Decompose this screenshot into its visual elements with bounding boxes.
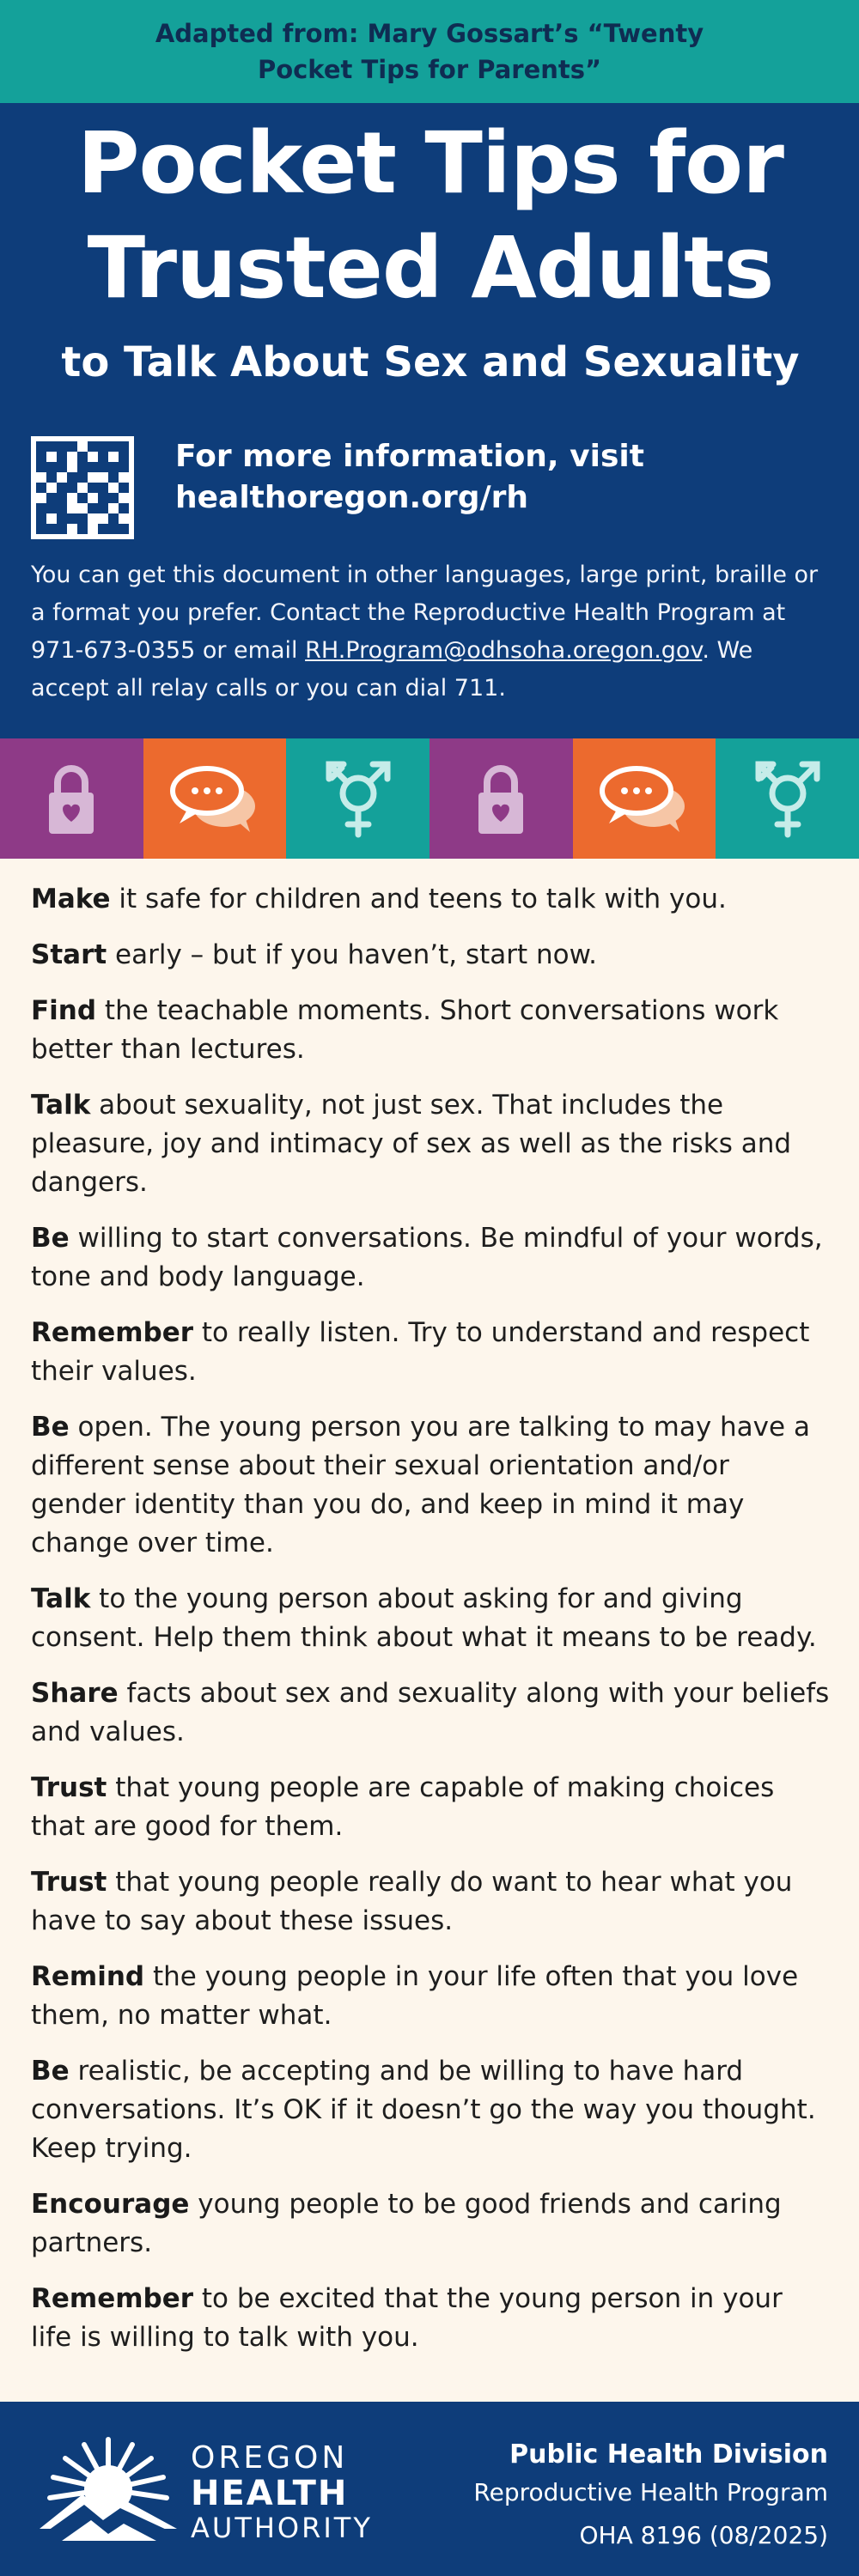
title-line-2: Trusted Adults bbox=[87, 219, 774, 318]
more-info-text: For more information, visit bbox=[175, 439, 644, 474]
accessibility-statement bbox=[31, 556, 830, 708]
lock-heart-tile bbox=[0, 738, 143, 859]
qr-module bbox=[67, 524, 77, 534]
tip-verb: Trust bbox=[31, 1867, 107, 1898]
tip-verb: Remind bbox=[31, 1961, 145, 1992]
qr-module bbox=[98, 452, 108, 462]
qr-module bbox=[46, 483, 57, 493]
icon-strip bbox=[0, 738, 859, 859]
qr-module bbox=[88, 441, 98, 452]
qr-module bbox=[88, 524, 98, 534]
gender-symbol-tile bbox=[286, 738, 430, 859]
qr-module bbox=[67, 513, 77, 524]
qr-module bbox=[108, 441, 119, 452]
qr-module bbox=[88, 513, 98, 524]
qr-module bbox=[57, 472, 67, 483]
qr-module bbox=[88, 472, 98, 483]
gender-symbol-icon bbox=[749, 756, 826, 841]
attribution-line-1: Adapted from: Mary Gossart’s “Twenty bbox=[155, 19, 704, 48]
more-info bbox=[175, 436, 811, 519]
qr-module bbox=[88, 452, 98, 462]
qr-module bbox=[98, 503, 108, 513]
tip-text: that young people are capable of making choices that are good for them. bbox=[31, 1772, 775, 1842]
tip-item bbox=[31, 1219, 830, 1297]
qr-module bbox=[46, 493, 57, 503]
qr-module bbox=[36, 452, 46, 462]
website-link[interactable]: healthoregon.org/rh bbox=[175, 480, 529, 515]
tip-item bbox=[31, 2185, 830, 2263]
qr-module bbox=[119, 524, 129, 534]
accessibility-text-start: You can get this document in other languages, large print, braille or a format you prefer. Contact the Reproductive Health Program at 971-673-0355 or email bbox=[31, 562, 819, 664]
tip-text: about sexuality, not just sex. That includes the pleasure, joy and intimacy of sex as well as the risks and dangers. bbox=[31, 1090, 792, 1198]
title-section bbox=[0, 103, 859, 738]
tip-verb: Be bbox=[31, 1412, 70, 1443]
accessibility-text-end: . We accept all relay calls or you can dial 711. bbox=[31, 637, 753, 702]
speech-bubbles-tile bbox=[573, 738, 716, 859]
qr-module bbox=[36, 483, 46, 493]
qr-module bbox=[77, 483, 88, 493]
qr-module bbox=[119, 452, 129, 462]
qr-module bbox=[77, 441, 88, 452]
tip-text: willing to start conversations. Be mindful of your words, tone and body language. bbox=[31, 1223, 823, 1292]
program-name: Reproductive Health Program bbox=[473, 2478, 828, 2506]
page-subtitle: to Talk About Sex and Sexuality bbox=[61, 338, 800, 386]
attribution-banner bbox=[0, 0, 859, 103]
tip-item bbox=[31, 1086, 830, 1202]
tip-text: it safe for children and teens to talk with you. bbox=[110, 884, 727, 914]
tip-verb: Encourage bbox=[31, 2189, 190, 2220]
tip-text: facts about sex and sexuality along with your beliefs and values. bbox=[31, 1678, 830, 1747]
qr-module bbox=[119, 441, 129, 452]
qr-module bbox=[57, 493, 67, 503]
qr-module bbox=[98, 524, 108, 534]
qr-module bbox=[46, 472, 57, 483]
tip-verb: Trust bbox=[31, 1772, 107, 1803]
program-info bbox=[433, 2436, 828, 2555]
qr-module bbox=[46, 524, 57, 534]
qr-module bbox=[36, 472, 46, 483]
tip-text: to really listen. Try to understand and respect their values. bbox=[31, 1317, 810, 1387]
qr-module bbox=[119, 472, 129, 483]
qr-module bbox=[77, 493, 88, 503]
qr-module bbox=[36, 503, 46, 513]
tip-verb: Remember bbox=[31, 2283, 194, 2314]
agency-name-line-3: AUTHORITY bbox=[191, 2512, 373, 2544]
qr-module bbox=[98, 483, 108, 493]
qr-module bbox=[108, 483, 119, 493]
qr-module bbox=[108, 513, 119, 524]
qr-module bbox=[67, 441, 77, 452]
lock-heart-tile bbox=[430, 738, 573, 859]
tip-item bbox=[31, 1674, 830, 1752]
document-id: OHA 8196 (08/2025) bbox=[579, 2521, 828, 2549]
qr-module bbox=[36, 493, 46, 503]
qr-module bbox=[46, 462, 57, 472]
qr-module bbox=[77, 462, 88, 472]
page-title bbox=[31, 112, 830, 321]
attribution-line-2: Pocket Tips for Parents” bbox=[257, 55, 602, 84]
speech-bubbles-icon bbox=[168, 763, 262, 834]
qr-module bbox=[77, 524, 88, 534]
qr-module bbox=[119, 503, 129, 513]
qr-module bbox=[46, 513, 57, 524]
qr-module bbox=[46, 503, 57, 513]
tip-verb: Remember bbox=[31, 1317, 194, 1348]
qr-module bbox=[88, 503, 98, 513]
lock-heart-icon bbox=[46, 760, 97, 837]
qr-module bbox=[57, 452, 67, 462]
qr-module bbox=[36, 462, 46, 472]
tip-item bbox=[31, 1863, 830, 1941]
tip-item bbox=[31, 936, 830, 975]
qr-module bbox=[57, 513, 67, 524]
tip-text: early – but if you haven’t, start now. bbox=[107, 939, 597, 970]
tip-verb: Start bbox=[31, 939, 107, 970]
tip-item bbox=[31, 1580, 830, 1657]
qr-module bbox=[67, 483, 77, 493]
tip-text: the young people in your life often that you love them, no matter what. bbox=[31, 1961, 799, 2031]
speech-bubbles-tile bbox=[143, 738, 287, 859]
qr-module bbox=[119, 513, 129, 524]
qr-module bbox=[77, 503, 88, 513]
lock-heart-icon bbox=[475, 760, 527, 837]
tip-verb: Be bbox=[31, 2056, 70, 2087]
tip-item bbox=[31, 1314, 830, 1391]
qr-module bbox=[108, 462, 119, 472]
agency-name-line-2: HEALTH bbox=[191, 2474, 349, 2513]
qr-module bbox=[119, 462, 129, 472]
tip-verb: Talk bbox=[31, 1583, 91, 1614]
qr-module bbox=[46, 452, 57, 462]
qr-module bbox=[57, 524, 67, 534]
qr-module bbox=[88, 493, 98, 503]
tips-list bbox=[31, 880, 830, 2374]
qr-module bbox=[119, 493, 129, 503]
qr-module bbox=[57, 462, 67, 472]
tip-text: the teachable moments. Short conversations work better than lectures. bbox=[31, 995, 779, 1065]
speech-bubbles-icon bbox=[597, 763, 691, 834]
qr-module bbox=[98, 462, 108, 472]
tip-verb: Talk bbox=[31, 1090, 91, 1121]
qr-module bbox=[46, 441, 57, 452]
qr-module bbox=[67, 503, 77, 513]
tip-item bbox=[31, 2052, 830, 2168]
qr-module bbox=[108, 493, 119, 503]
tip-text: open. The young person you are talking to may have a different sense about their sexual orientation and/or gender identity than you do, and keep in mind it may change over time. bbox=[31, 1412, 810, 1558]
agency-name-line-1: OREGON bbox=[191, 2440, 349, 2476]
tip-item bbox=[31, 2280, 830, 2357]
gender-symbol-icon bbox=[320, 756, 397, 841]
qr-module bbox=[108, 503, 119, 513]
tip-verb: Find bbox=[31, 995, 97, 1026]
email-link[interactable]: RH.Program@odhsoha.oregon.gov bbox=[305, 637, 703, 664]
qr-module bbox=[77, 452, 88, 462]
tip-text: realistic, be accepting and be willing to have hard conversations. It’s OK if it doesn’t go the way you thought. Keep trying. bbox=[31, 2056, 816, 2164]
qr-module bbox=[88, 462, 98, 472]
tip-verb: Share bbox=[31, 1678, 119, 1709]
qr-module bbox=[67, 462, 77, 472]
qr-module bbox=[36, 441, 46, 452]
qr-code-pattern bbox=[36, 441, 129, 534]
tip-text: to the young person about asking for and giving consent. Help them think about what it means to be ready. bbox=[31, 1583, 817, 1653]
tip-text: young people to be good friends and caring partners. bbox=[31, 2189, 782, 2258]
qr-module bbox=[98, 513, 108, 524]
qr-module bbox=[36, 513, 46, 524]
qr-module bbox=[98, 441, 108, 452]
tip-text: to be excited that the young person in your life is willing to talk with you. bbox=[31, 2283, 783, 2353]
qr-module bbox=[67, 493, 77, 503]
tip-verb: Make bbox=[31, 884, 111, 914]
title-line-1: Pocket Tips for bbox=[76, 114, 783, 213]
qr-module bbox=[77, 513, 88, 524]
qr-module bbox=[88, 483, 98, 493]
qr-code[interactable] bbox=[31, 436, 134, 539]
tip-item bbox=[31, 992, 830, 1069]
tip-item bbox=[31, 1408, 830, 1563]
division-name: Public Health Division bbox=[509, 2439, 828, 2470]
tip-verb: Be bbox=[31, 1223, 70, 1254]
oregon-health-authority-logo-icon bbox=[31, 2434, 186, 2546]
tip-item bbox=[31, 1958, 830, 2035]
qr-module bbox=[108, 452, 119, 462]
qr-module bbox=[108, 524, 119, 534]
gender-symbol-tile bbox=[716, 738, 859, 859]
footer bbox=[0, 2402, 859, 2576]
qr-module bbox=[77, 472, 88, 483]
qr-module bbox=[98, 493, 108, 503]
qr-module bbox=[57, 503, 67, 513]
tip-item bbox=[31, 1769, 830, 1846]
qr-module bbox=[108, 472, 119, 483]
qr-module bbox=[67, 452, 77, 462]
qr-module bbox=[67, 472, 77, 483]
qr-module bbox=[57, 483, 67, 493]
qr-module bbox=[36, 524, 46, 534]
agency-name bbox=[191, 2441, 397, 2544]
qr-module bbox=[98, 472, 108, 483]
qr-module bbox=[119, 483, 129, 493]
tip-item bbox=[31, 880, 830, 919]
qr-module bbox=[57, 441, 67, 452]
attribution-text bbox=[155, 15, 704, 88]
tip-text: that young people really do want to hear what you have to say about these issues. bbox=[31, 1867, 793, 1936]
